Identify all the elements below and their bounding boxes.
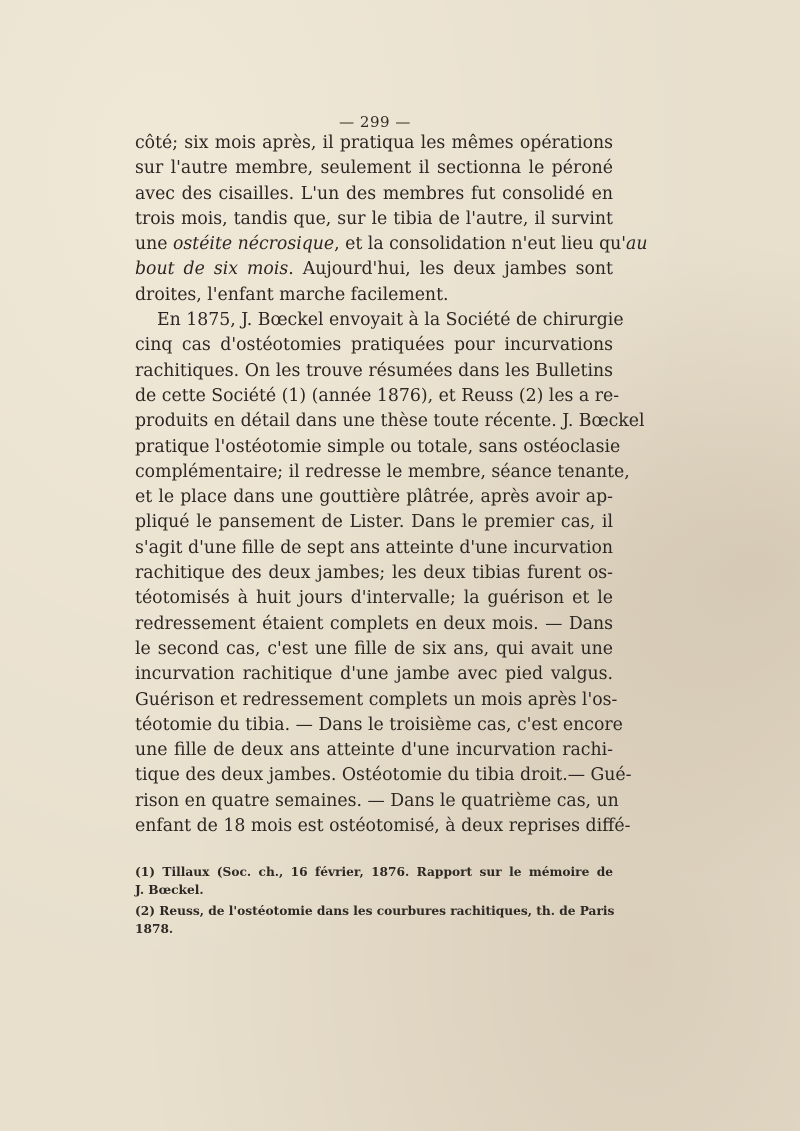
text-line: s'agit d'une fille de sept ans atteinte d'une incurvation [135,537,613,558]
text-line: rison en quatre semaines. — Dans le quatrième cas, un [135,790,619,811]
text-line: tique des deux jambes. Ostéotomie du tibia droit.— Gué- [135,765,632,786]
body-text [135,131,648,839]
text-line: redressement étaient complets en deux mois. — Dans [135,613,613,634]
text-segment: . Aujourd'hui, les deux jambes sont [288,259,614,280]
footnotes [135,864,613,938]
text-line: incurvation rachitique d'une jambe avec pied valgus. [135,664,613,685]
text-line: sur l'autre membre, seulement il sectionna le péroné [135,158,613,179]
text-line: téotomisés à huit jours d'intervalle; la guérison et le [135,588,613,609]
text-segment: , et la consolidation n'eut lieu qu' [334,234,627,255]
text-line [135,232,648,257]
italic-term: bout de six mois [135,259,289,280]
text-line: une fille de deux ans atteinte d'une incurvation rachi- [135,740,613,761]
text-line: Guérison et redressement complets un mois après l'os- [135,689,618,710]
text-segment: une [135,234,173,255]
footnote-line: 1878. [135,921,174,936]
footnote-line: (1) Tillaux (Soc. ch., 16 février, 1876. Rapport sur le mémoire de [135,865,613,879]
text-line: côté; six mois après, il pratiqua les mêmes opérations [135,133,613,153]
italic-term: ostéite nécrosique [172,234,335,255]
paragraph-end-line: droites, l'enfant marche facilement. [135,284,449,305]
text-line: enfant de 18 mois est ostéotomisé, à deux reprises diffé- [135,816,631,837]
text-line: produits en détail dans une thèse toute récente. J. Bœckel [135,411,645,432]
page-number: — 299 — [339,113,411,131]
text-line: et le place dans une gouttière plâtrée, après avoir ap- [135,487,613,508]
text-line: rachitique des deux jambes; les deux tibias furent os- [135,563,613,584]
italic-term: au [626,234,648,255]
paragraph-start-line: En 1875, J. Bœckel envoyait à la Société de chirurgie [157,310,624,331]
footnote-line: (2) Reuss, de l'ostéotomie dans les courbures rachitiques, th. de Paris [135,904,615,918]
text-line: trois mois, tandis que, sur le tibia de l'autre, il survint [135,208,613,229]
text-line [135,257,613,282]
text-line: téotomie du tibia. — Dans le troisième cas, c'est encore [135,714,623,735]
text-line: pliqué le pansement de Lister. Dans le premier cas, il [135,512,613,533]
text-line: cinq cas d'ostéotomies pratiquées pour incurvations [135,335,613,356]
footnote-line: J. Bœckel. [135,882,204,897]
text-line: le second cas, c'est une fille de six ans, qui avait une [135,638,613,659]
text-line: pratique l'ostéotomie simple ou totale, sans ostéoclasie [135,436,621,457]
text-line: de cette Société (1) (année 1876), et Reuss (2) les a re- [135,385,620,406]
text-line: complémentaire; il redresse le membre, séance tenante, [135,461,630,482]
text-line: rachitiques. On les trouve résumées dans les Bulletins [135,360,613,381]
text-line: avec des cisailles. L'un des membres fut consolidé en [135,183,613,204]
